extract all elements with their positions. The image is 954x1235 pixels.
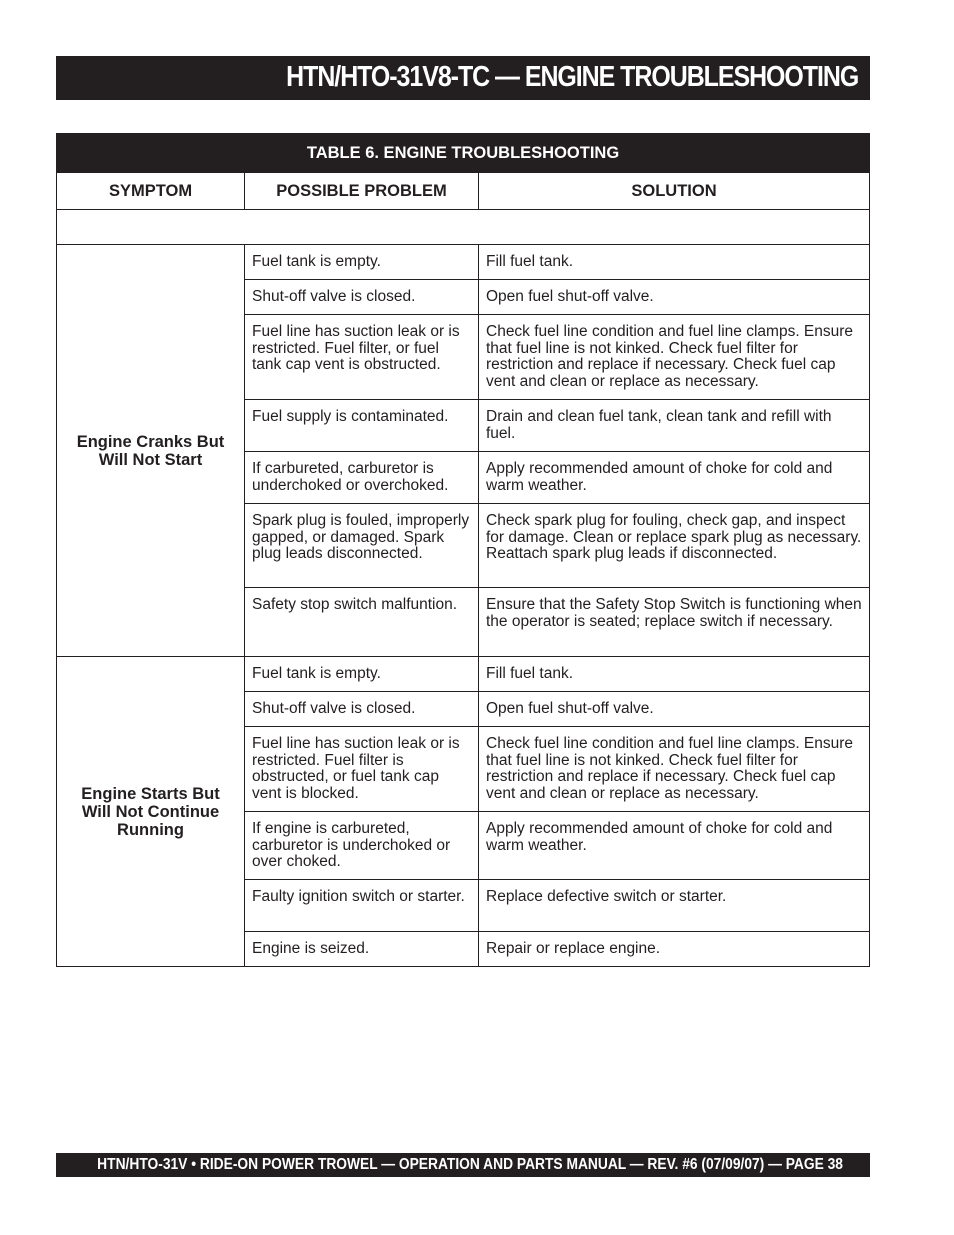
page-title: HTN/HTO-31V8-TC — ENGINE TROUBLESHOOTING [285, 61, 858, 93]
blank-row [57, 210, 870, 245]
problem-cell: Fuel line has suction leak or is restricted. Fuel filter is obstructed, or fuel tank cap vent is blocked. [245, 727, 479, 812]
symptom-cell: Engine Cranks But Will Not Start [57, 245, 245, 657]
solution-cell: Fill fuel tank. [479, 657, 870, 692]
solution-cell: Ensure that the Safety Stop Switch is functioning when the operator is seated; replace switch if necessary. [479, 588, 870, 657]
table-caption: TABLE 6. ENGINE TROUBLESHOOTING [57, 134, 870, 173]
solution-cell: Apply recommended amount of choke for cold and warm weather. [479, 452, 870, 504]
solution-cell: Drain and clean fuel tank, clean tank and refill with fuel. [479, 400, 870, 452]
solution-cell: Fill fuel tank. [479, 245, 870, 280]
page-title-bar [56, 56, 870, 100]
solution-cell: Open fuel shut-off valve. [479, 280, 870, 315]
footer-text: HTN/HTO-31V • RIDE-ON POWER TROWEL — OPERATION AND PARTS MANUAL — REV. #6 (07/09/07) — PAGE 38 [97, 1156, 843, 1173]
problem-cell: Engine is seized. [245, 932, 479, 967]
troubleshooting-table [56, 133, 870, 967]
problem-cell: Fuel tank is empty. [245, 245, 479, 280]
solution-cell: Check fuel line condition and fuel line clamps. Ensure that fuel line is not kinked. Check fuel filter for restriction and replace if necessary. Check fuel cap vent and clean or replace as necessary. [479, 727, 870, 812]
table-row [57, 657, 870, 692]
solution-cell: Check spark plug for fouling, check gap, and inspect for damage. Clean or replace spark plug as necessary. Reattach spark plug leads if disconnected. [479, 504, 870, 588]
header-solution: SOLUTION [479, 173, 870, 210]
problem-cell: Shut-off valve is closed. [245, 280, 479, 315]
symptom-cell: Engine Starts But Will Not Continue Running [57, 657, 245, 967]
problem-cell: If carbureted, carburetor is underchoked or overchoked. [245, 452, 479, 504]
problem-cell: Safety stop switch malfuntion. [245, 588, 479, 657]
header-symptom: SYMPTOM [57, 173, 245, 210]
problem-cell: Shut-off valve is closed. [245, 692, 479, 727]
problem-cell: Spark plug is fouled, improperly gapped, or damaged. Spark plug leads disconnected. [245, 504, 479, 588]
solution-cell: Open fuel shut-off valve. [479, 692, 870, 727]
problem-cell: Fuel supply is contaminated. [245, 400, 479, 452]
problem-cell: Faulty ignition switch or starter. [245, 880, 479, 932]
solution-cell: Repair or replace engine. [479, 932, 870, 967]
table-row [57, 245, 870, 280]
problem-cell: Fuel line has suction leak or is restricted. Fuel filter, or fuel tank cap vent is obstructed. [245, 315, 479, 400]
solution-cell: Check fuel line condition and fuel line clamps. Ensure that fuel line is not kinked. Check fuel filter for restriction and replace if necessary. Check fuel cap vent and clean or replace as necessary. [479, 315, 870, 400]
problem-cell: If engine is carbureted, carburetor is underchoked or over choked. [245, 812, 479, 880]
footer-bar [56, 1153, 870, 1177]
solution-cell: Replace defective switch or starter. [479, 880, 870, 932]
header-possible-problem: POSSIBLE PROBLEM [245, 173, 479, 210]
solution-cell: Apply recommended amount of choke for cold and warm weather. [479, 812, 870, 880]
problem-cell: Fuel tank is empty. [245, 657, 479, 692]
